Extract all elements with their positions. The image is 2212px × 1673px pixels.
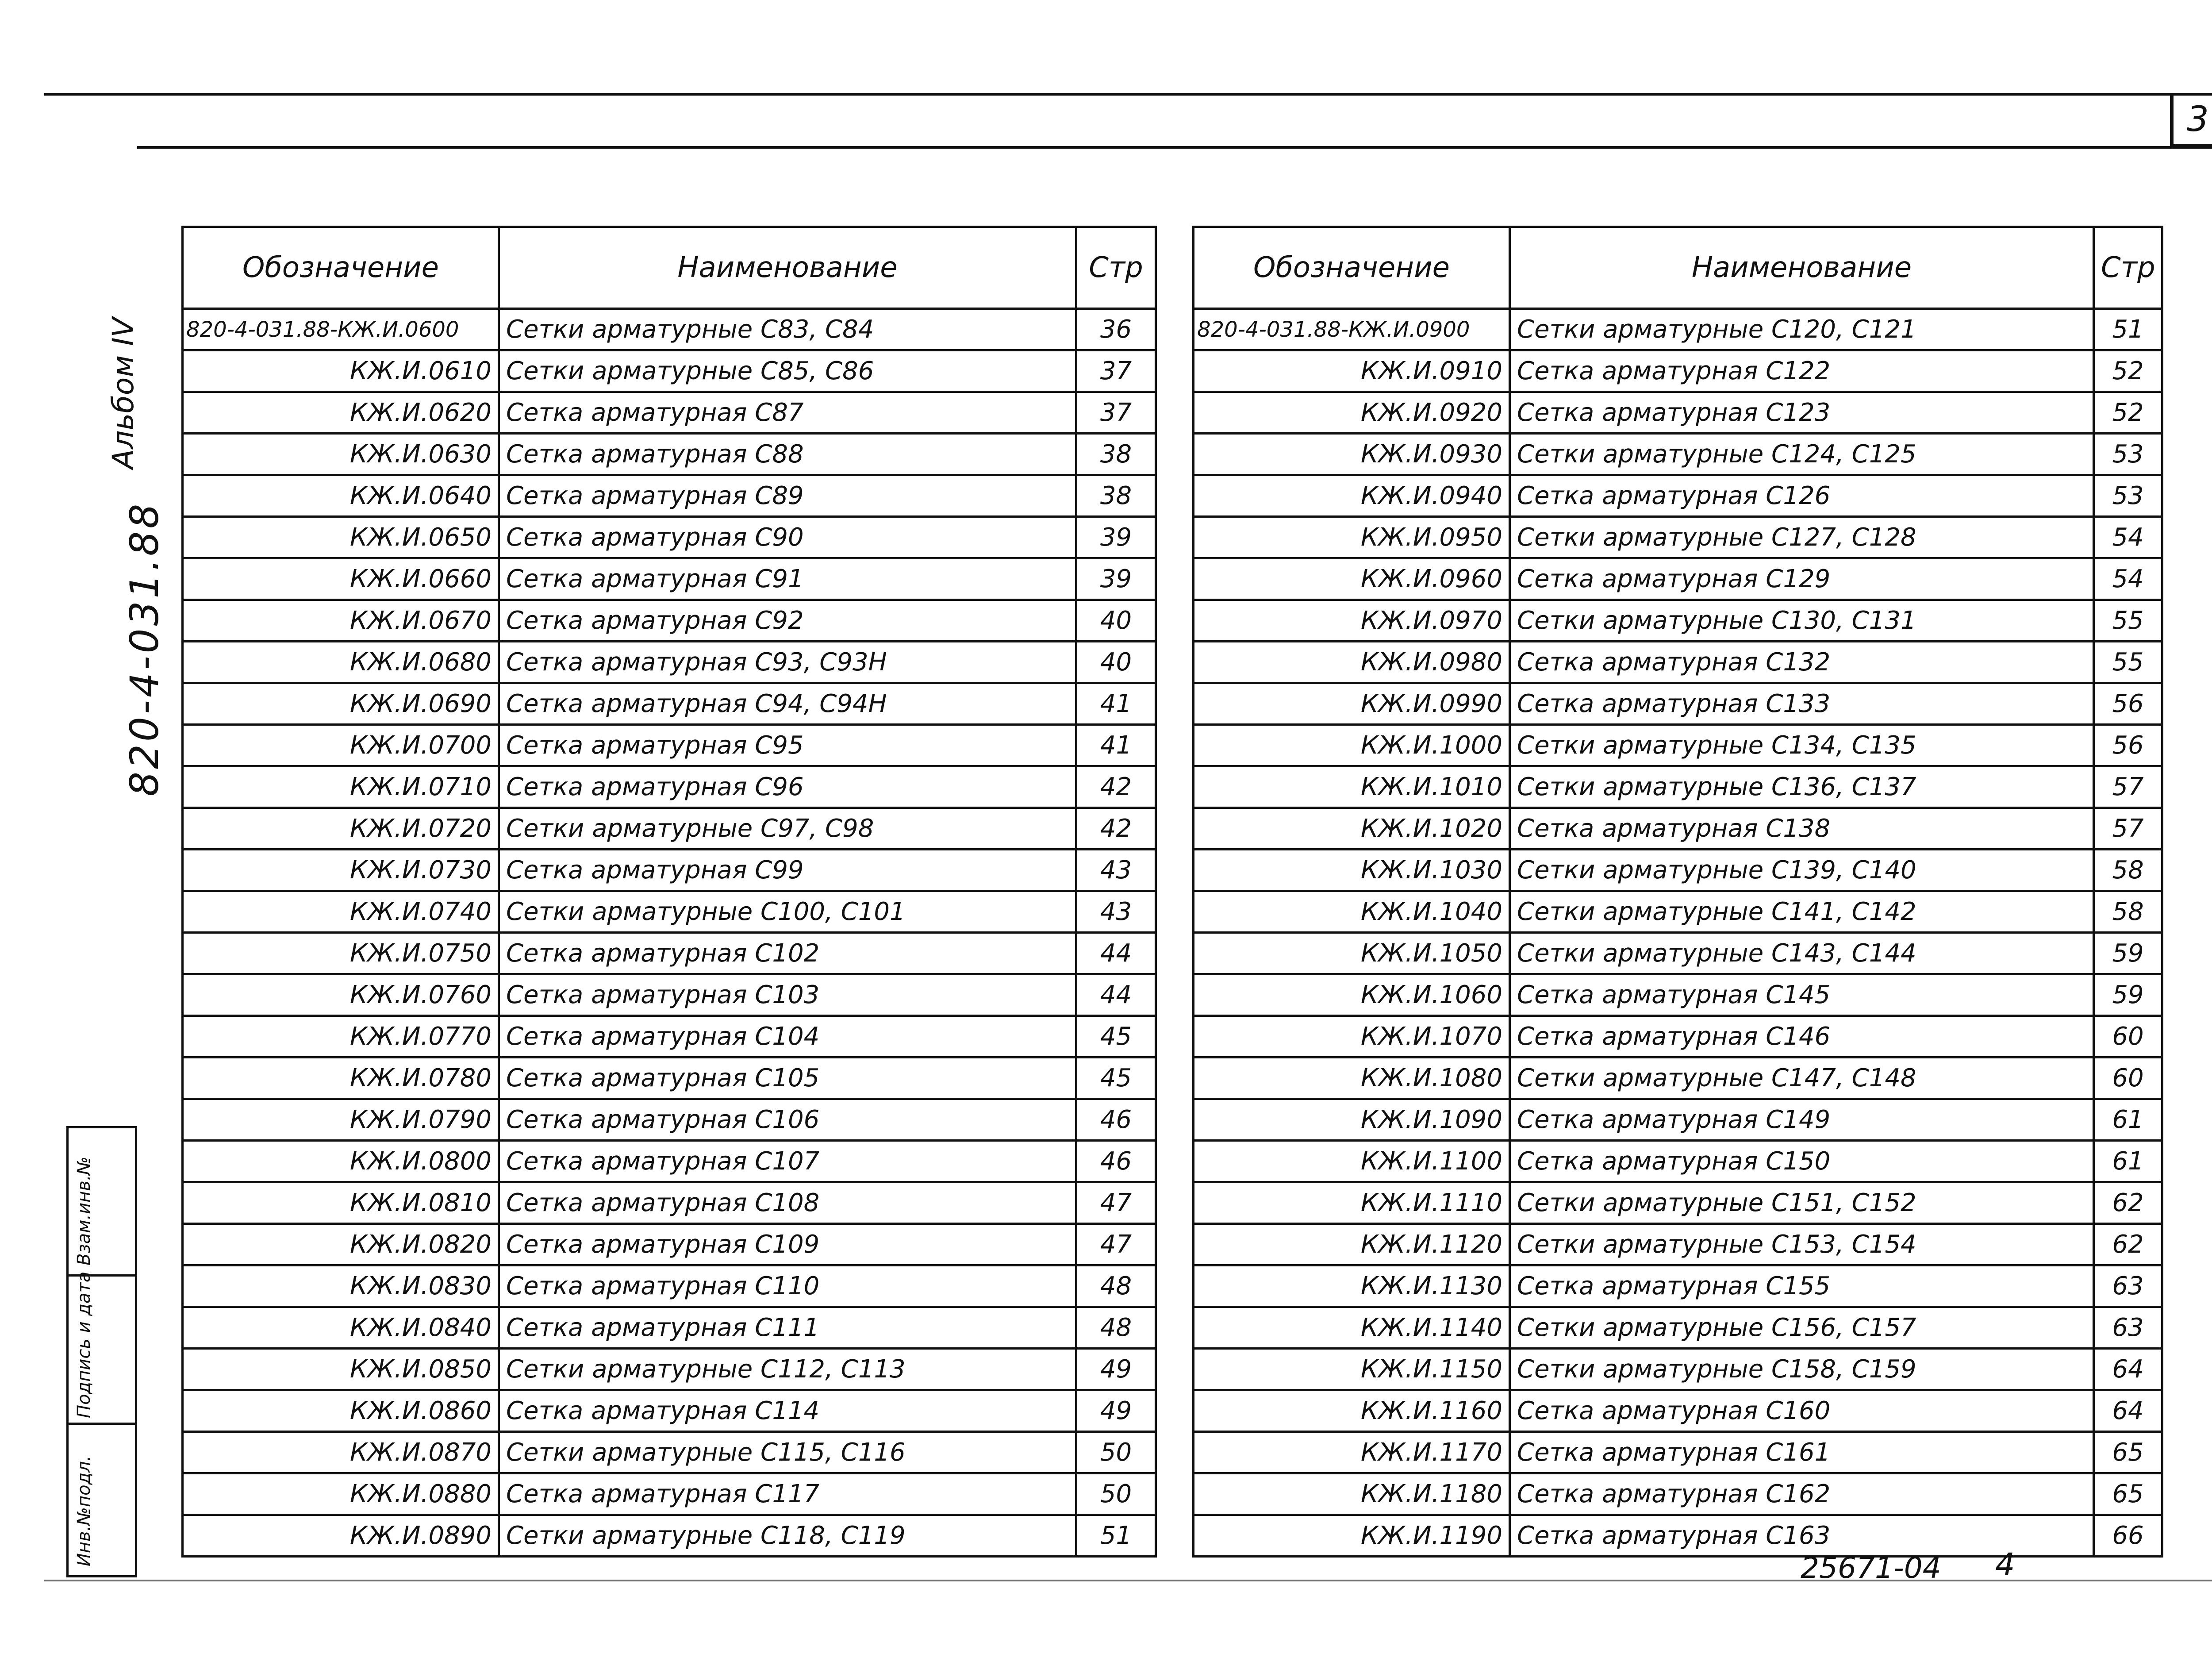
designation-cell: КЖ.И.0830 xyxy=(183,1265,499,1307)
table-row xyxy=(1194,600,2162,642)
designation-cell: КЖ.И.0650 xyxy=(183,517,499,558)
page-cell: 66 xyxy=(2094,1515,2162,1557)
page-cell: 36 xyxy=(1076,309,1156,350)
sheet-number: 4 xyxy=(1995,1546,2015,1583)
name-cell: Сетка арматурная С110 xyxy=(499,1265,1076,1307)
designation-cell: КЖ.И.1170 xyxy=(1194,1432,1510,1473)
table-row xyxy=(183,309,1156,350)
name-cell: Сетка арматурная С88 xyxy=(499,434,1076,475)
name-cell: Сетка арматурная С129 xyxy=(1510,558,2094,600)
name-cell: Сетка арматурная С89 xyxy=(499,475,1076,517)
designation-cell: КЖ.И.1140 xyxy=(1194,1307,1510,1349)
designation-cell: КЖ.И.0820 xyxy=(183,1224,499,1265)
name-cell: Сетка арматурная С133 xyxy=(1510,683,2094,725)
page-cell: 41 xyxy=(1076,725,1156,766)
register-table-right xyxy=(1192,226,2163,1558)
name-cell: Сетка арматурная С145 xyxy=(1510,974,2094,1016)
name-cell: Сетки арматурные С120, С121 xyxy=(1510,309,2094,350)
table-row xyxy=(183,1307,1156,1349)
designation-cell: КЖ.И.1120 xyxy=(1194,1224,1510,1265)
name-cell: Сетки арматурные С136, С137 xyxy=(1510,766,2094,808)
page-cell: 65 xyxy=(2094,1473,2162,1515)
page-cell: 44 xyxy=(1076,974,1156,1016)
name-cell: Сетка арматурная С96 xyxy=(499,766,1076,808)
table-row xyxy=(1194,1265,2162,1307)
name-cell: Сетки арматурные С141, С142 xyxy=(1510,891,2094,933)
page-cell: 64 xyxy=(2094,1349,2162,1390)
table-row xyxy=(1194,1473,2162,1515)
page-cell: 55 xyxy=(2094,600,2162,642)
table-row xyxy=(1194,933,2162,974)
name-cell: Сетки арматурные С143, С144 xyxy=(1510,933,2094,974)
designation-cell: КЖ.И.0780 xyxy=(183,1058,499,1099)
name-cell: Сетка арматурная С155 xyxy=(1510,1265,2094,1307)
page-cell: 61 xyxy=(2094,1141,2162,1182)
designation-cell: КЖ.И.1160 xyxy=(1194,1390,1510,1432)
name-cell: Сетки арматурные С118, С119 xyxy=(499,1515,1076,1557)
page-cell: 58 xyxy=(2094,891,2162,933)
name-cell: Сетки арматурные С85, С86 xyxy=(499,350,1076,392)
designation-cell: КЖ.И.0620 xyxy=(183,392,499,434)
designation-cell: 820-4-031.88-КЖ.И.0900 xyxy=(1194,309,1510,350)
table-row xyxy=(1194,683,2162,725)
name-cell: Сетка арматурная С91 xyxy=(499,558,1076,600)
name-cell: Сетки арматурные С130, С131 xyxy=(1510,600,2094,642)
designation-cell: КЖ.И.0960 xyxy=(1194,558,1510,600)
page-cell: 48 xyxy=(1076,1307,1156,1349)
page-cell: 61 xyxy=(2094,1099,2162,1141)
table-row xyxy=(183,558,1156,600)
table-row xyxy=(183,1224,1156,1265)
register-table-left xyxy=(181,226,1157,1558)
table-row xyxy=(183,1473,1156,1515)
designation-cell: КЖ.И.0880 xyxy=(183,1473,499,1515)
page-cell: 56 xyxy=(2094,725,2162,766)
page-cell: 62 xyxy=(2094,1224,2162,1265)
table-row xyxy=(1194,1182,2162,1224)
designation-cell: КЖ.И.1090 xyxy=(1194,1099,1510,1141)
name-cell: Сетки арматурные С112, С113 xyxy=(499,1349,1076,1390)
page-cell: 47 xyxy=(1076,1224,1156,1265)
name-cell: Сетка арматурная С117 xyxy=(499,1473,1076,1515)
page-cell: 52 xyxy=(2094,392,2162,434)
designation-cell: 820-4-031.88-КЖ.И.0600 xyxy=(183,309,499,350)
table-row xyxy=(183,808,1156,850)
name-cell: Сетка арматурная С114 xyxy=(499,1390,1076,1432)
table-row xyxy=(183,683,1156,725)
name-cell: Сетки арматурные С127, С128 xyxy=(1510,517,2094,558)
page-cell: 58 xyxy=(2094,850,2162,891)
page-cell: 43 xyxy=(1076,850,1156,891)
page-cell: 45 xyxy=(1076,1016,1156,1058)
approval-stamp xyxy=(66,1126,137,1577)
table-row xyxy=(1194,1141,2162,1182)
name-cell: Сетка арматурная С90 xyxy=(499,517,1076,558)
page-cell: 53 xyxy=(2094,475,2162,517)
page-cell: 48 xyxy=(1076,1265,1156,1307)
page-cell: 62 xyxy=(2094,1182,2162,1224)
table-row xyxy=(1194,725,2162,766)
page-cell: 38 xyxy=(1076,434,1156,475)
page-cell: 54 xyxy=(2094,517,2162,558)
table-row xyxy=(1194,309,2162,350)
page-number: 3 xyxy=(2170,95,2212,147)
page-cell: 56 xyxy=(2094,683,2162,725)
name-cell: Сетка арматурная С161 xyxy=(1510,1432,2094,1473)
name-cell: Сетка арматурная С126 xyxy=(1510,475,2094,517)
page-cell: 55 xyxy=(2094,642,2162,683)
table-row xyxy=(183,475,1156,517)
name-cell: Сетка арматурная С87 xyxy=(499,392,1076,434)
designation-cell: КЖ.И.0800 xyxy=(183,1141,499,1182)
table-row xyxy=(183,1265,1156,1307)
designation-cell: КЖ.И.0690 xyxy=(183,683,499,725)
table-row xyxy=(1194,1349,2162,1390)
header-name: Наименование xyxy=(499,227,1076,309)
name-cell: Сетка арматурная С93, С93Н xyxy=(499,642,1076,683)
designation-cell: КЖ.И.0630 xyxy=(183,434,499,475)
page-cell: 65 xyxy=(2094,1432,2162,1473)
designation-cell: КЖ.И.1130 xyxy=(1194,1265,1510,1307)
table-row xyxy=(1194,1515,2162,1557)
header-name: Наименование xyxy=(1510,227,2094,309)
name-cell: Сетка арматурная С107 xyxy=(499,1141,1076,1182)
table-row xyxy=(183,350,1156,392)
designation-cell: КЖ.И.1100 xyxy=(1194,1141,1510,1182)
table-header-row xyxy=(183,227,1156,309)
name-cell: Сетка арматурная С105 xyxy=(499,1058,1076,1099)
table-row xyxy=(1194,1390,2162,1432)
stamp-label-signature: Подпись и дата xyxy=(74,1271,94,1418)
table-row xyxy=(183,766,1156,808)
table-row xyxy=(1194,558,2162,600)
page-cell: 59 xyxy=(2094,933,2162,974)
page-cell: 49 xyxy=(1076,1390,1156,1432)
name-cell: Сетки арматурные С124, С125 xyxy=(1510,434,2094,475)
page-cell: 60 xyxy=(2094,1058,2162,1099)
page-cell: 42 xyxy=(1076,766,1156,808)
table-row xyxy=(183,850,1156,891)
designation-cell: КЖ.И.0950 xyxy=(1194,517,1510,558)
table-row xyxy=(183,1515,1156,1557)
page-cell: 59 xyxy=(2094,974,2162,1016)
table-row xyxy=(1194,808,2162,850)
page-cell: 52 xyxy=(2094,350,2162,392)
designation-cell: КЖ.И.0700 xyxy=(183,725,499,766)
name-cell: Сетка арматурная С111 xyxy=(499,1307,1076,1349)
table-row xyxy=(183,933,1156,974)
name-cell: Сетки арматурные С97, С98 xyxy=(499,808,1076,850)
name-cell: Сетка арматурная С162 xyxy=(1510,1473,2094,1515)
designation-cell: КЖ.И.0910 xyxy=(1194,350,1510,392)
designation-cell: КЖ.И.0850 xyxy=(183,1349,499,1390)
name-cell: Сетка арматурная С160 xyxy=(1510,1390,2094,1432)
name-cell: Сетки арматурные С83, С84 xyxy=(499,309,1076,350)
table-row xyxy=(183,434,1156,475)
table-row xyxy=(1194,974,2162,1016)
designation-cell: КЖ.И.1050 xyxy=(1194,933,1510,974)
header-code: Обозначение xyxy=(183,227,499,309)
table-row xyxy=(183,1349,1156,1390)
page-cell: 37 xyxy=(1076,350,1156,392)
header-page: Стр xyxy=(1076,227,1156,309)
header-code: Обозначение xyxy=(1194,227,1510,309)
name-cell: Сетка арматурная С163 xyxy=(1510,1515,2094,1557)
table-row xyxy=(1194,1099,2162,1141)
document-number: 25671-04 xyxy=(1801,1551,1941,1585)
table-row xyxy=(1194,1307,2162,1349)
table-row xyxy=(1194,1224,2162,1265)
table-row xyxy=(183,392,1156,434)
name-cell: Сетка арматурная С122 xyxy=(1510,350,2094,392)
page-cell: 38 xyxy=(1076,475,1156,517)
header-page: Стр xyxy=(2094,227,2162,309)
table-row xyxy=(1194,517,2162,558)
designation-cell: КЖ.И.1190 xyxy=(1194,1515,1510,1557)
table-row xyxy=(1194,766,2162,808)
page-cell: 47 xyxy=(1076,1182,1156,1224)
table-row xyxy=(183,1016,1156,1058)
name-cell: Сетка арматурная С94, С94Н xyxy=(499,683,1076,725)
name-cell: Сетка арматурная С123 xyxy=(1510,392,2094,434)
designation-cell: КЖ.И.0810 xyxy=(183,1182,499,1224)
name-cell: Сетка арматурная С138 xyxy=(1510,808,2094,850)
page-cell: 57 xyxy=(2094,808,2162,850)
name-cell: Сетка арматурная С108 xyxy=(499,1182,1076,1224)
name-cell: Сетка арматурная С102 xyxy=(499,933,1076,974)
table-row xyxy=(183,517,1156,558)
stamp-label-replace: Взам.инв.№ xyxy=(74,1156,94,1265)
name-cell: Сетки арматурные С115, С116 xyxy=(499,1432,1076,1473)
page-cell: 37 xyxy=(1076,392,1156,434)
designation-cell: КЖ.И.0990 xyxy=(1194,683,1510,725)
designation-cell: КЖ.И.1010 xyxy=(1194,766,1510,808)
table-row xyxy=(1194,1432,2162,1473)
page-cell: 44 xyxy=(1076,933,1156,974)
page-cell: 49 xyxy=(1076,1349,1156,1390)
designation-cell: КЖ.И.1150 xyxy=(1194,1349,1510,1390)
designation-cell: КЖ.И.1030 xyxy=(1194,850,1510,891)
designation-cell: КЖ.И.0940 xyxy=(1194,475,1510,517)
page-cell: 40 xyxy=(1076,642,1156,683)
name-cell: Сетки арматурные С147, С148 xyxy=(1510,1058,2094,1099)
designation-cell: КЖ.И.0840 xyxy=(183,1307,499,1349)
designation-cell: КЖ.И.0930 xyxy=(1194,434,1510,475)
name-cell: Сетка арматурная С146 xyxy=(1510,1016,2094,1058)
table-row xyxy=(1194,850,2162,891)
designation-cell: КЖ.И.1000 xyxy=(1194,725,1510,766)
name-cell: Сетки арматурные С158, С159 xyxy=(1510,1349,2094,1390)
name-cell: Сетки арматурные С151, С152 xyxy=(1510,1182,2094,1224)
page-cell: 43 xyxy=(1076,891,1156,933)
table-row xyxy=(183,725,1156,766)
table-header-row xyxy=(1194,227,2162,309)
table-row xyxy=(1194,891,2162,933)
name-cell: Сетка арматурная С132 xyxy=(1510,642,2094,683)
page-cell: 39 xyxy=(1076,517,1156,558)
name-cell: Сетки арматурные С153, С154 xyxy=(1510,1224,2094,1265)
name-cell: Сетки арматурные С139, С140 xyxy=(1510,850,2094,891)
designation-cell: КЖ.И.0860 xyxy=(183,1390,499,1432)
table-row xyxy=(183,642,1156,683)
page-cell: 50 xyxy=(1076,1473,1156,1515)
stamp-cell-signature xyxy=(69,1271,135,1425)
designation-cell: КЖ.И.0890 xyxy=(183,1515,499,1557)
name-cell: Сетка арматурная С92 xyxy=(499,600,1076,642)
designation-cell: КЖ.И.1020 xyxy=(1194,808,1510,850)
designation-cell: КЖ.И.1040 xyxy=(1194,891,1510,933)
page-cell: 63 xyxy=(2094,1307,2162,1349)
stamp-cell-replace xyxy=(69,1128,135,1277)
designation-cell: КЖ.И.0980 xyxy=(1194,642,1510,683)
name-cell: Сетка арматурная С150 xyxy=(1510,1141,2094,1182)
page-cell: 64 xyxy=(2094,1390,2162,1432)
name-cell: Сетки арматурные С100, С101 xyxy=(499,891,1076,933)
page-cell: 50 xyxy=(1076,1432,1156,1473)
table-row xyxy=(183,1099,1156,1141)
designation-cell: КЖ.И.0710 xyxy=(183,766,499,808)
table-row xyxy=(183,1141,1156,1182)
name-cell: Сетка арматурная С95 xyxy=(499,725,1076,766)
frame-top-outer xyxy=(44,93,2212,96)
page-cell: 46 xyxy=(1076,1099,1156,1141)
designation-cell: КЖ.И.0760 xyxy=(183,974,499,1016)
designation-cell: КЖ.И.0670 xyxy=(183,600,499,642)
name-cell: Сетка арматурная С104 xyxy=(499,1016,1076,1058)
designation-cell: КЖ.И.0790 xyxy=(183,1099,499,1141)
frame-top-inner xyxy=(137,146,2212,149)
page-cell: 53 xyxy=(2094,434,2162,475)
designation-cell: КЖ.И.1070 xyxy=(1194,1016,1510,1058)
table-row xyxy=(183,1432,1156,1473)
designation-cell: КЖ.И.1080 xyxy=(1194,1058,1510,1099)
table-row xyxy=(1194,434,2162,475)
table-row xyxy=(183,1182,1156,1224)
page-cell: 63 xyxy=(2094,1265,2162,1307)
name-cell: Сетки арматурные С134, С135 xyxy=(1510,725,2094,766)
table-row xyxy=(1194,475,2162,517)
page-cell: 45 xyxy=(1076,1058,1156,1099)
stamp-cell-inventory xyxy=(69,1425,135,1573)
designation-cell: КЖ.И.0750 xyxy=(183,933,499,974)
page-cell: 57 xyxy=(2094,766,2162,808)
page-cell: 46 xyxy=(1076,1141,1156,1182)
page-cell: 54 xyxy=(2094,558,2162,600)
designation-cell: КЖ.И.0680 xyxy=(183,642,499,683)
page-cell: 40 xyxy=(1076,600,1156,642)
designation-cell: КЖ.И.0640 xyxy=(183,475,499,517)
table-row xyxy=(183,891,1156,933)
designation-cell: КЖ.И.0740 xyxy=(183,891,499,933)
designation-cell: КЖ.И.0610 xyxy=(183,350,499,392)
table-row xyxy=(1194,1016,2162,1058)
page-cell: 42 xyxy=(1076,808,1156,850)
designation-cell: КЖ.И.0660 xyxy=(183,558,499,600)
name-cell: Сетка арматурная С106 xyxy=(499,1099,1076,1141)
page-cell: 51 xyxy=(1076,1515,1156,1557)
designation-cell: КЖ.И.0970 xyxy=(1194,600,1510,642)
stamp-label-inventory: Инв.№подл. xyxy=(74,1455,94,1566)
page-cell: 60 xyxy=(2094,1016,2162,1058)
table-row xyxy=(1194,642,2162,683)
table-row xyxy=(1194,350,2162,392)
table-row xyxy=(1194,392,2162,434)
designation-cell: КЖ.И.1180 xyxy=(1194,1473,1510,1515)
name-cell: Сетка арматурная С103 xyxy=(499,974,1076,1016)
table-row xyxy=(1194,1058,2162,1099)
designation-cell: КЖ.И.1060 xyxy=(1194,974,1510,1016)
name-cell: Сетки арматурные С156, С157 xyxy=(1510,1307,2094,1349)
designation-cell: КЖ.И.1110 xyxy=(1194,1182,1510,1224)
table-row xyxy=(183,600,1156,642)
name-cell: Сетка арматурная С99 xyxy=(499,850,1076,891)
side-title: 820-4-031.88 xyxy=(122,501,167,796)
designation-cell: КЖ.И.0870 xyxy=(183,1432,499,1473)
name-cell: Сетка арматурная С109 xyxy=(499,1224,1076,1265)
page-cell: 39 xyxy=(1076,558,1156,600)
name-cell: Сетка арматурная С149 xyxy=(1510,1099,2094,1141)
table-row xyxy=(183,1390,1156,1432)
album-label: Альбом IV xyxy=(106,317,140,469)
designation-cell: КЖ.И.0720 xyxy=(183,808,499,850)
page-cell: 41 xyxy=(1076,683,1156,725)
table-row xyxy=(183,974,1156,1016)
designation-cell: КЖ.И.0770 xyxy=(183,1016,499,1058)
designation-cell: КЖ.И.0730 xyxy=(183,850,499,891)
page-cell: 51 xyxy=(2094,309,2162,350)
table-row xyxy=(183,1058,1156,1099)
designation-cell: КЖ.И.0920 xyxy=(1194,392,1510,434)
